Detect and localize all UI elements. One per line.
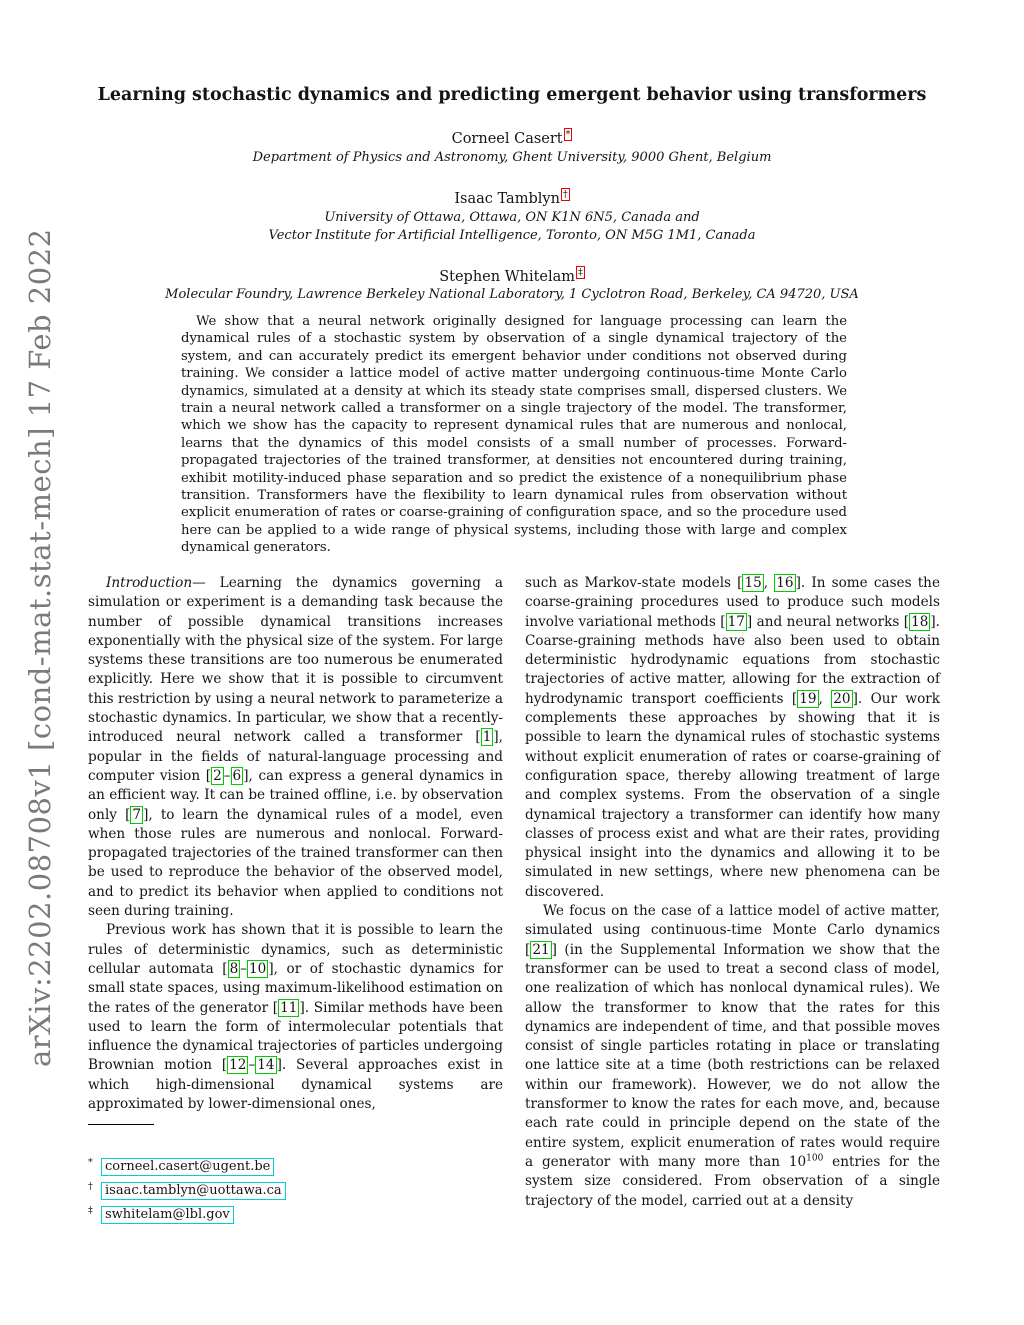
paragraph-markov-models: such as Markov-state models [ 15 , 16 ]. In some cases the coarse-graining procedures used to produce such models involve variational methods [ 17 ] and neural networks [ 18 ]. Coarse-graining methods have also been used to obtain deterministic hydrodynamic equations from stochastic trajectories of active matter, allowing for the extraction of hydrodynamic transport coefficients [ 19 , 20 ]. Our work complements these approaches by showing that it is possible to learn the dynamical rules of stochastic systems without explicit enumeration of rates or coarse-graining of configuration space, thereby allowing treatment of large and complex systems. From the observation of a single dynamical trajectory a transformer can identify how many classes of process exist and what are their rates, providing physical insight into the dynamics and allowing it to be simulated in new settings, where new phenomena can be discovered. <box>525 575 940 900</box>
author-block <box>0 128 1024 167</box>
citation-ref[interactable]: 8 <box>229 960 239 977</box>
body-columns <box>88 574 940 1211</box>
email-link[interactable]: isaac.tamblyn@uottawa.ca <box>101 1182 286 1200</box>
citation-ref[interactable]: 14 <box>257 1057 275 1074</box>
author-footnote-marker[interactable]: † <box>562 188 568 200</box>
author-name-text: Stephen Whitelam <box>439 268 576 285</box>
footnote-email <box>88 1177 502 1201</box>
citation-ref[interactable]: 7 <box>132 806 142 823</box>
author-affiliation: University of Ottawa, Ottawa, ON K1N 6N5, Canada and <box>324 209 700 225</box>
author-name-text: Isaac Tamblyn <box>454 190 560 207</box>
author-footnote-marker[interactable]: ‡ <box>578 266 583 278</box>
citation-ref[interactable]: 2 <box>213 767 222 784</box>
citation-ref[interactable]: 11 <box>280 999 298 1016</box>
paper-title: Learning stochastic dynamics and predicting emergent behavior using transformers <box>97 85 927 105</box>
author-footnote-marker[interactable]: * <box>565 129 571 140</box>
arxiv-watermark: arXiv:2202.08708v1 [cond-mat.stat-mech] 17 Feb 2022 <box>23 228 57 1067</box>
author-block <box>0 188 1024 245</box>
author-block <box>0 266 1024 305</box>
footnote-email <box>88 1153 502 1177</box>
citation-ref[interactable]: 15 <box>744 575 762 591</box>
citation-ref[interactable]: 1 <box>482 729 492 746</box>
footnote-marker: † <box>88 1180 93 1192</box>
paragraph-lattice-model: We focus on the case of a lattice model of active matter, simulated using continuous-time Monte Carlo dynamics [ 21 ] (in the Supplemental Information we show that the transformer can be used to treat a second class of model, one realization of which has nonlocal dynamical rules). We allow the transformer to know that the rates for this dynamics are independent of time, and that possible moves consist of single particles rotating in place or translating one lattice site at a time (both restrictions can be relaxed within our framework). However, we do not allow the transformer to know the rates for each move, and, because each rate could in principle depend on the state of the entire system, explicit enumeration of rates would require a generator with many more than $10^{100}$ entries for the system size considered. From observation of a single trajectory of the model, carried out at a density <box>525 903 940 1209</box>
left-column <box>88 574 503 1211</box>
footnote-email <box>88 1201 502 1225</box>
footnote-rule <box>88 1124 154 1125</box>
author-name <box>0 128 1024 149</box>
author-name <box>0 188 1024 209</box>
superscript-text: 100 <box>806 1153 824 1164</box>
email-link[interactable]: corneel.casert@ugent.be <box>101 1158 274 1176</box>
citation-ref[interactable]: 16 <box>776 575 794 591</box>
email-link[interactable]: swhitelam@lbl.gov <box>101 1206 234 1224</box>
citation-ref[interactable]: 20 <box>833 690 851 707</box>
author-affiliation: Department of Physics and Astronomy, Ghent University, 9000 Ghent, Belgium <box>252 149 772 165</box>
author-name-text: Corneel Casert <box>451 130 563 147</box>
citation-ref[interactable]: 12 <box>229 1057 247 1074</box>
author-section <box>0 128 1024 325</box>
citation-ref[interactable]: 19 <box>799 690 817 707</box>
citation-ref[interactable]: 17 <box>727 613 745 630</box>
paragraph-introduction: Introduction— Learning the dynamics governing a simulation or experiment is a demanding task because the number of possible dynamical transitions increases exponentially with the physical size of the system. For large systems these transitions are too numerous be enumerated explicitly. Here we show that it is possible to circumvent this restriction by using a neural network to parameterize a stochastic dynamics. In particular, we show that a recently-introduced neural network called a transformer [ 1 ], popular in the fields of natural-language processing and computer vision [ 2 – 6 ], can express a general dynamics in an efficient way. It can be trained offline, i.e. by observation only [ 7 ], to learn the dynamical rules of a model, even when those rules are numerous and nonlocal. Forward-propagated trajectories of the trained transformer can then be used to reproduce the behavior of the observed model, and to predict its behavior when applied to conditions not seen during training. <box>88 575 503 920</box>
footnote-section <box>88 1124 502 1224</box>
italic-text: Introduction— <box>106 575 206 591</box>
abstract: We show that a neural network originally designed for language processing can learn the dynamical rules of a stochastic system by observation of a single dynamical trajectory of the system, and can accurately predict its emergent behavior under conditions not observed during training. We consider a lattice model of active matter undergoing continuous-time Monte Carlo dynamics, simulated at a density at which its steady state comprises small, dispersed clusters. We train a neural network called a transformer on a single trajectory of the model. The transformer, which we show has the capacity to represent dynamical rules that are numerous and nonlocal, learns that the dynamics of this model consists of a small number of processes. Forward-propagated trajectories of the trained transformer, at densities not encountered during training, exhibit motility-induced phase separation and so predict the existence of a nonequilibrium phase transition. Transformers have the flexibility to learn dynamical rules from observation without explicit enumeration of rates or coarse-graining of configuration space, and so the procedure used here can be applied to a wide range of physical systems, including those with large and complex dynamical generators. <box>181 314 847 556</box>
footnote-marker: * <box>88 1157 93 1168</box>
author-affiliation: Molecular Foundry, Lawrence Berkeley National Laboratory, 1 Cyclotron Road, Berkeley, CA 94720, USA <box>165 287 859 303</box>
right-column <box>525 574 940 1211</box>
citation-ref[interactable]: 18 <box>911 613 929 630</box>
paragraph-previous-work: Previous work has shown that it is possible to learn the rules of deterministic dynamics, such as deterministic cellular automata [ 8 – 10 ], or of stochastic dynamics for small state spaces, using maximum-likelihood estimation on the rates of the generator [ 11 ]. Similar methods have been used to learn the form of intermolecular potentials that influence the dynamical trajectories of particles undergoing Brownian motion [ 12 – 14 ]. Several approaches exist in which high-dimensional dynamical systems are approximated by lower-dimensional ones, <box>88 922 504 1113</box>
author-name <box>0 266 1024 287</box>
author-affiliation: Vector Institute for Artificial Intelligence, Toronto, ON M5G 1M1, Canada <box>268 227 756 243</box>
footnote-marker: ‡ <box>88 1204 93 1216</box>
citation-ref[interactable]: 6 <box>232 767 242 784</box>
citation-ref[interactable]: 10 <box>249 960 267 977</box>
citation-ref[interactable]: 21 <box>532 941 550 958</box>
